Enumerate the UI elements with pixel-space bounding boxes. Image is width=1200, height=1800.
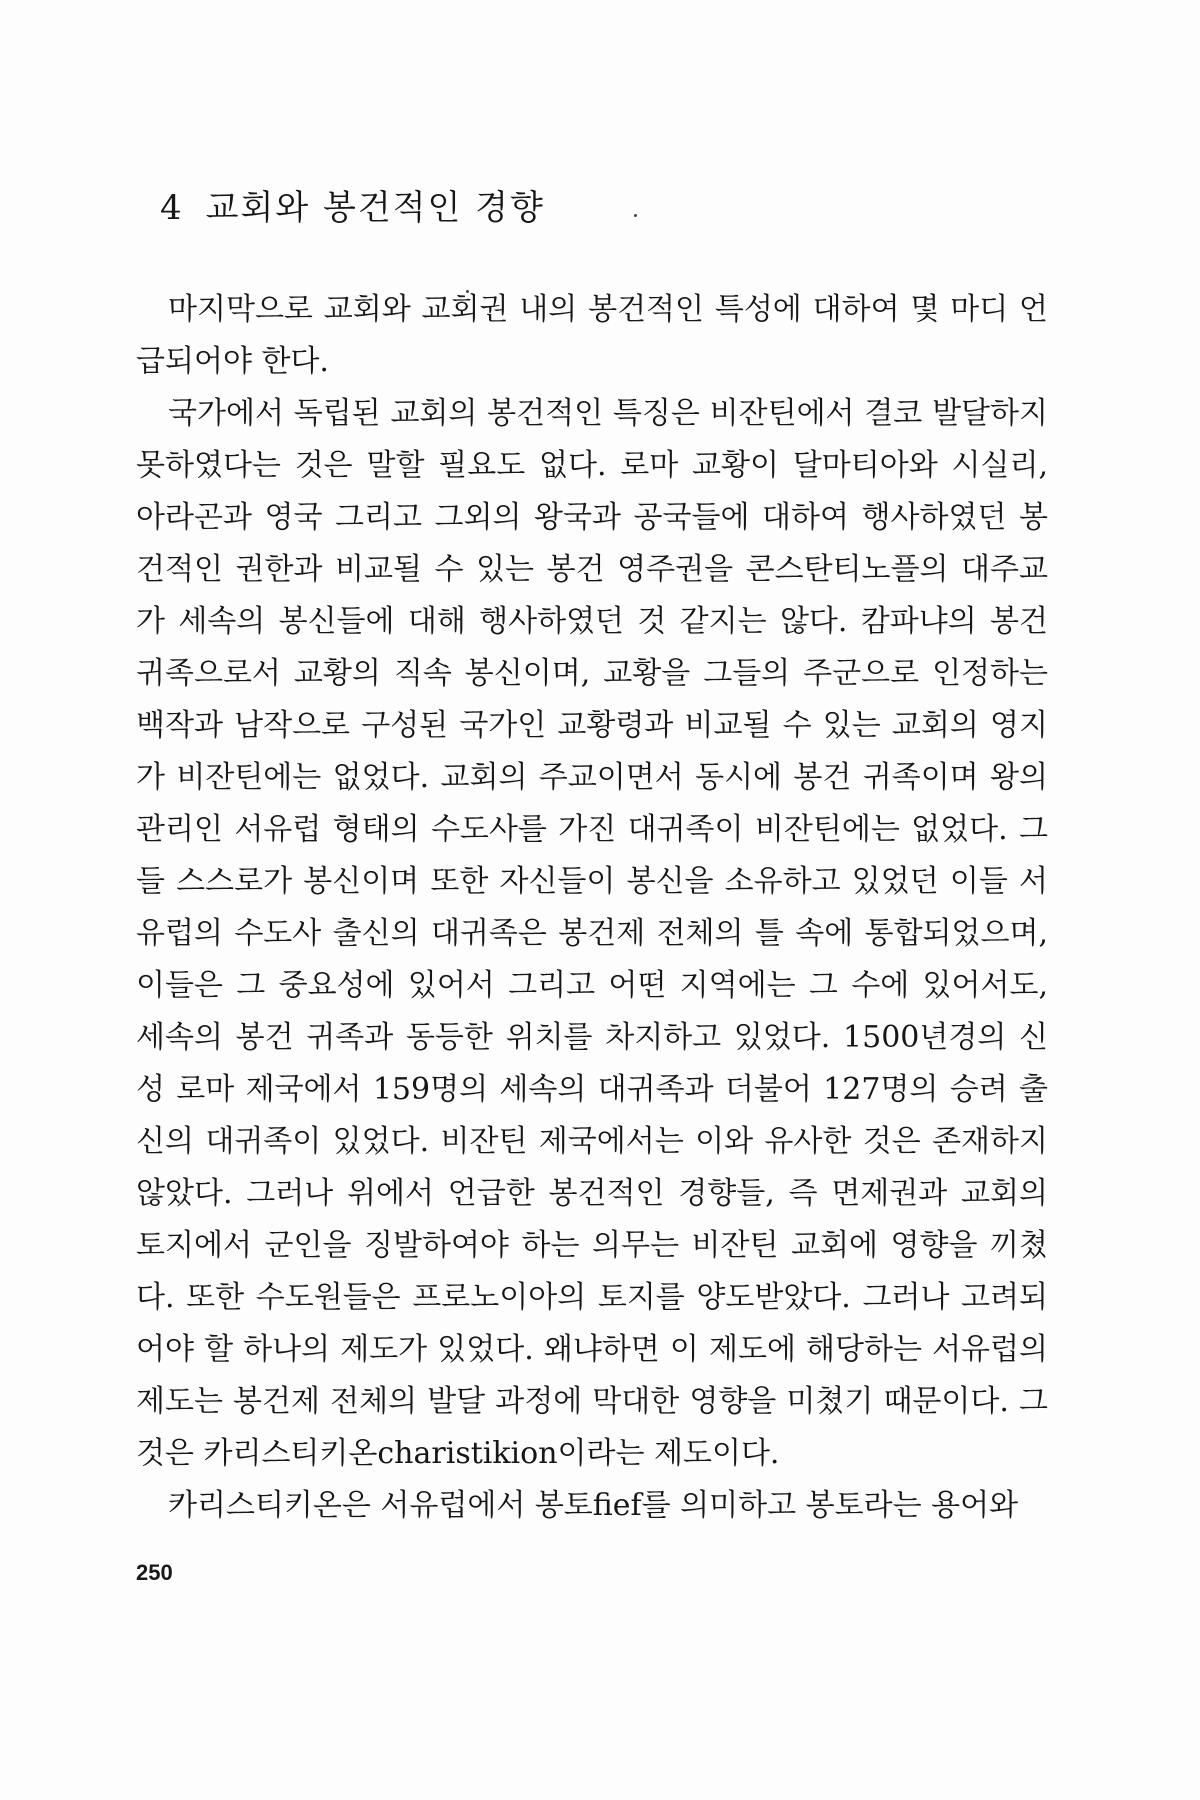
paragraph: 마지막으로 교회와 교회권 내의 봉건적인 특성에 대하여 몇 마디 언급되어야 한다. xyxy=(136,292,1048,379)
page-number: 250 xyxy=(136,1560,173,1585)
section-title: 교회와 봉건적인 경향 xyxy=(205,188,545,228)
section-number: 4 xyxy=(160,188,184,228)
paragraph: 카리스티키온은 서유럽에서 봉토fief를 의미하고 봉토라는 용어와 xyxy=(168,1488,1019,1523)
scan-speck xyxy=(634,214,637,217)
section-heading xyxy=(160,180,545,229)
body-text xyxy=(136,284,1048,1532)
paragraph: 국가에서 독립된 교회의 봉건적인 특징은 비잔틴에서 결코 발달하지 못하였다는 것은 말할 필요도 없다. 로마 교황이 달마티아와 시실리, 아라곤과 영국 그리고 그외의 왕국과 공국들에 대하여 행사하였던 봉건적인 권한과 비교될 수 있는 봉건 영주권을 콘스탄티노플의 대주교가 세속의 봉신들에 대해 행사하였던 것 같지는 않다. 캄파냐의 봉건 귀족으로서 교황의 직속 봉신이며, 교황을 그들의 주군으로 인정하는 백작과 남작으로 구성된 국가인 교황령과 비교될 수 있는 교회의 영지가 비잔틴에는 없었다. 교회의 주교이면서 동시에 봉건 귀족이며 왕의 관리인 서유럽 형태의 수도사를 가진 대귀족이 비잔틴에는 없었다. 그들 스스로가 봉신이며 또한 자신들이 봉신을 소유하고 있었던 이들 서유럽의 수도사 출신의 대귀족은 봉건제 전체의 틀 속에 통합되었으며, 이들은 그 중요성에 있어서 그리고 어떤 지역에는 그 수에 있어서도, 세속의 봉건 귀족과 동등한 위치를 차지하고 있었다. 1500년경의 신성 로마 제국에서 159명의 세속의 대귀족과 더불어 127명의 승려 출신의 대귀족이 있었다. 비잔틴 제국에서는 이와 유사한 것은 존재하지 않았다. 그러나 위에서 언급한 봉건적인 경향들, 즉 면제권과 교회의 토지에서 군인을 징발하여야 하는 의무는 비잔틴 교회에 영향을 끼쳤다. 또한 수도원들은 프로노이아의 토지를 양도받았다. 그러나 고려되어야 할 하나의 제도가 있었다. 왜냐하면 이 제도에 해당하는 서유럽의 제도는 봉건제 전체의 발달 과정에 막대한 영향을 미쳤기 때문이다. 그것은 카리스티키온charistikion이라는 제도이다. xyxy=(136,396,1048,1471)
